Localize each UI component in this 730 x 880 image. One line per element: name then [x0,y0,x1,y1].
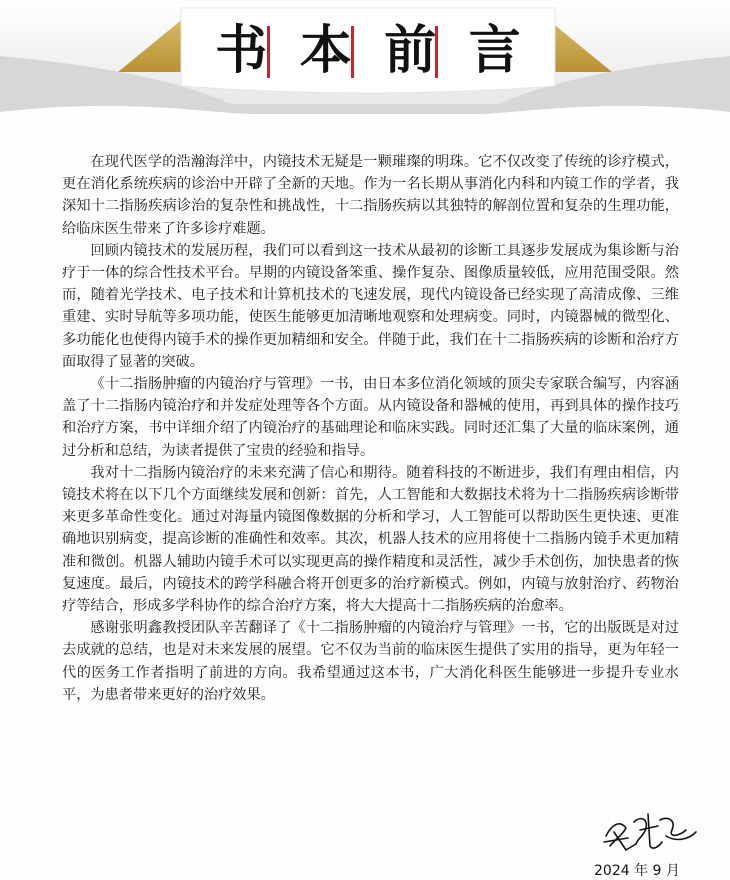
paragraph: 感谢张明鑫教授团队辛苦翻译了《十二指肠肿瘤的内镜治疗与管理》一书，它的出版既是对过去成就的总结，也是对未来发展的展望。它不仅为当前的临床医生提供了实用的指导，更为年轻一代的医务工作者指明了前进的方向。我希望通过这本书，广大消化科医生能够进一步提升专业水平，为患者带来更好的治疗效果。 [62,620,679,703]
paragraph: 在现代医学的浩瀚海洋中，内镜技术无疑是一颗璀璨的明珠。它不仅改变了传统的诊疗模式，更在消化系统疾病的诊治中开辟了全新的天地。作为一名长期从事消化内科和内镜工作的学者，我深知十二指肠疾病诊治的复杂性和挑战性，十二指肠疾病以其独特的解剖位置和复杂的生理功能，给临床医生带来了许多诊疗难题。 [62,154,679,237]
paragraph: 回顾内镜技术的发展历程，我们可以看到这一技术从最初的诊断工具逐步发展成为集诊断与治疗于一体的综合性技术平台。早期的内镜设备笨重、操作复杂、图像质量较低，应用范围受限。然而，随着光学技术、电子技术和计算机技术的飞速发展，现代内镜设备已经实现了高清成像、三维重建、实时导航等多项功能，使医生能够更加清晰地观察和处理病变。同时，内镜器械的微型化、多功能化也使得内镜手术的操作更加精细和安全。伴随于此，我们在十二指肠疾病的诊断和治疗方面取得了显著的突破。 [62,242,679,370]
title-char: 书 [215,21,268,81]
paragraph: 《十二指肠肿瘤的内镜治疗与管理》一书，由日本多位消化领域的顶尖专家联合编写，内容涵盖了十二指肠内镜治疗和并发症处理等各个方面。从内镜设备和器械的使用，再到具体的操作技巧和治疗方案，书中详细介绍了内镜治疗的基础理论和临床实践。同时还汇集了大量的临床案例，通过分析和总结，为读者提供了宝贵的经验和指导。 [62,376,679,459]
page-title [181,8,555,94]
preface-date: 2024 年 9 月 [594,863,680,879]
title-char: 言 [468,21,521,81]
title-char: 本 [299,21,352,81]
paragraph: 我对十二指肠内镜治疗的未来充满了信心和期待。随着科技的不断进步，我们有理由相信，内镜技术将在以下几个方面继续发展和创新：首先，人工智能和大数据技术将为十二指肠疾病诊断带来更多革命性变化。通过对海量内镜图像数据的分析和学习，人工智能可以帮助医生更快速、更准确地识别病变，提高诊断的准确性和效率。其次，机器人技术的应用将使十二指肠内镜手术更加精准和微创。机器人辅助内镜手术可以实现更高的操作精度和灵活性，减少手术创伤，加快患者的恢复速度。最后，内镜技术的跨学科融合将开创更多的治疗新模式。例如，内镜与放射治疗、药物治疗等结合，形成多学科协作的综合治疗方案，将大大提高十二指肠疾病的治愈率。 [62,464,679,615]
title-char: 前 [384,21,437,81]
preface-body [62,151,679,706]
handwritten-signature [596,806,706,856]
header-banner [0,0,730,120]
